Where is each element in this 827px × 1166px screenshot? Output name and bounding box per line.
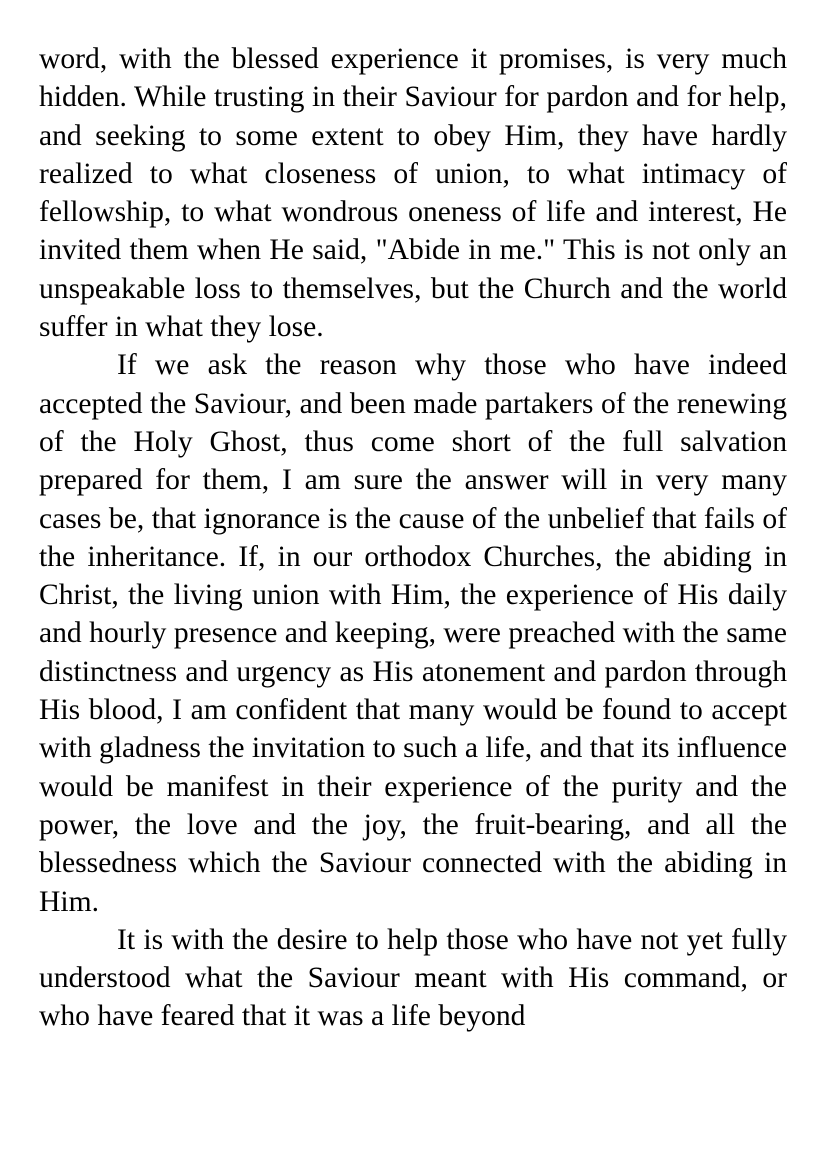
paragraph-continued: word, with the blessed experience it promises, is very much hidden. While trusting in their Saviour for pardon and for help, and seeking to some extent to obey Him, they have hardly realized to what closeness of union, to what intimacy of fellowship, to what wondrous oneness of life and interest, He invited them when He said, "Abide in me." This is not only an unspeakable loss to themselves, but the Church and the world suffer in what they lose. bbox=[39, 43, 787, 344]
paragraph-desire: It is with the desire to help those who have not yet fully understood what the Saviour meant with His command, or who have feared that it was a life beyond bbox=[39, 923, 787, 1033]
document-page bbox=[39, 40, 787, 1036]
paragraph-reason: If we ask the reason why those who have indeed accepted the Saviour, and been made partakers of the renewing of the Holy Ghost, thus come short of the full salvation prepared for them, I am sure the answer will in very many cases be, that ignorance is the cause of the unbelief that fails of the inheritance. If, in our orthodox Churches, the abiding in Christ, the living union with Him, the experience of His daily and hourly presence and keeping, were preached with the same distinctness and urgency as His atonement and pardon through His blood, I am confident that many would be found to accept with gladness the invitation to such a life, and that its influence would be manifest in their experience of the purity and the power, the love and the joy, the fruit-bearing, and all the blessedness which the Saviour connected with the abiding in Him. bbox=[39, 349, 787, 918]
